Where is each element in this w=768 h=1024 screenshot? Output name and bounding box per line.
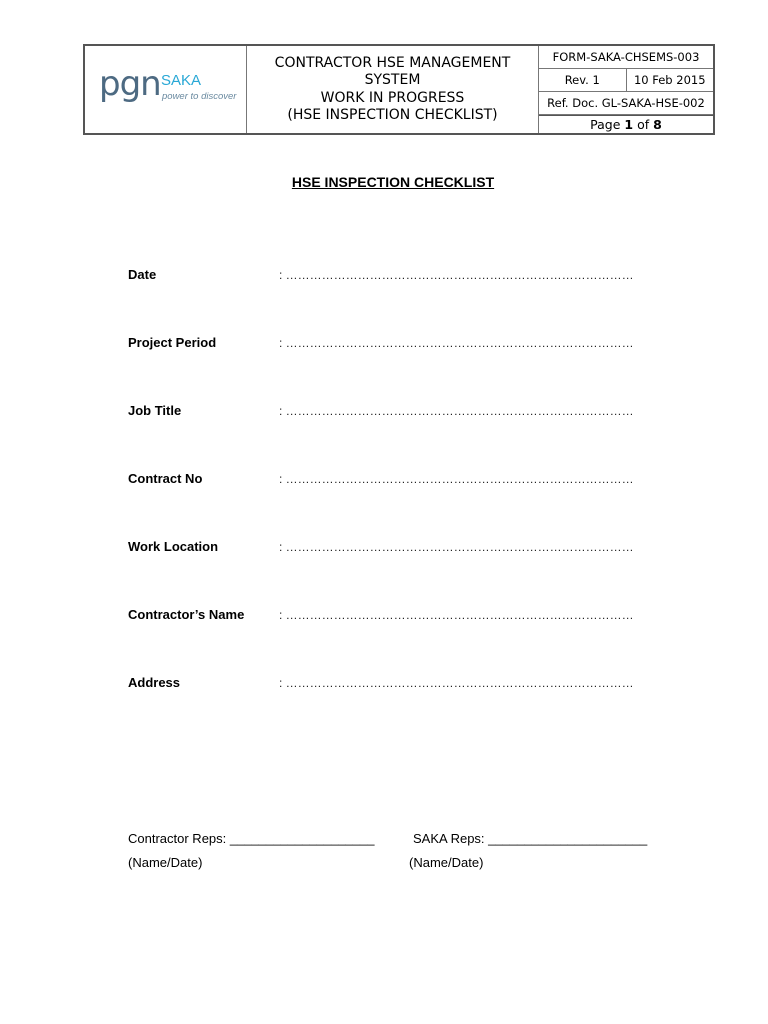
logo-sub: SAKA (161, 72, 202, 89)
field-fill-date[interactable]: : …………………………………………………………………………… (279, 268, 634, 282)
page-current: 1 (624, 117, 634, 132)
revision-row (539, 69, 713, 92)
header-title (247, 46, 539, 133)
header-title-line: (HSE INSPECTION CHECKLIST) (287, 107, 498, 123)
header-title-line: SYSTEM (364, 72, 421, 88)
company-logo (85, 46, 247, 133)
revision-date: 10 Feb 2015 (633, 73, 706, 87)
saka-reps-caption: (Name/Date) (409, 855, 484, 870)
field-label-date: Date (128, 267, 157, 282)
field-fill-project-period[interactable]: : …………………………………………………………………………… (279, 336, 634, 350)
header-info (539, 46, 713, 133)
saka-reps-line[interactable]: SAKA Reps: ______________________ (413, 831, 648, 846)
logo-brand: pgn (99, 64, 161, 104)
reference-document: Ref. Doc. GL-SAKA-HSE-002 (539, 92, 713, 115)
field-fill-address[interactable]: : …………………………………………………………………………… (279, 676, 634, 690)
field-label-job-title: Job Title (128, 403, 182, 418)
field-label-project-period: Project Period (128, 335, 217, 350)
contractor-reps-line[interactable]: Contractor Reps: ____________________ (128, 831, 375, 846)
contractor-reps-caption: (Name/Date) (128, 855, 203, 870)
field-fill-contract-no[interactable]: : …………………………………………………………………………… (279, 472, 634, 486)
field-label-work-location: Work Location (128, 539, 219, 554)
field-label-address: Address (128, 675, 181, 690)
document-header (83, 44, 715, 135)
field-fill-job-title[interactable]: : …………………………………………………………………………… (279, 404, 634, 418)
header-title-line: CONTRACTOR HSE MANAGEMENT (274, 54, 511, 71)
logo-tagline: power to discover (162, 91, 237, 102)
page-of: of (637, 117, 650, 132)
page-prefix: Page (590, 117, 621, 132)
page-total: 8 (653, 117, 662, 132)
revision: Rev. 1 (539, 69, 627, 91)
header-title-line: WORK IN PROGRESS (320, 89, 465, 106)
page-number (539, 115, 713, 133)
field-label-contractor-name: Contractor’s Name (128, 607, 245, 622)
form-number: FORM-SAKA-CHSEMS-003 (539, 46, 713, 69)
field-fill-contractor-name[interactable]: : …………………………………………………………………………… (279, 608, 634, 622)
field-label-contract-no: Contract No (128, 471, 203, 486)
field-fill-work-location[interactable]: : …………………………………………………………………………… (279, 540, 634, 554)
document-title: HSE INSPECTION CHECKLIST (291, 174, 495, 190)
